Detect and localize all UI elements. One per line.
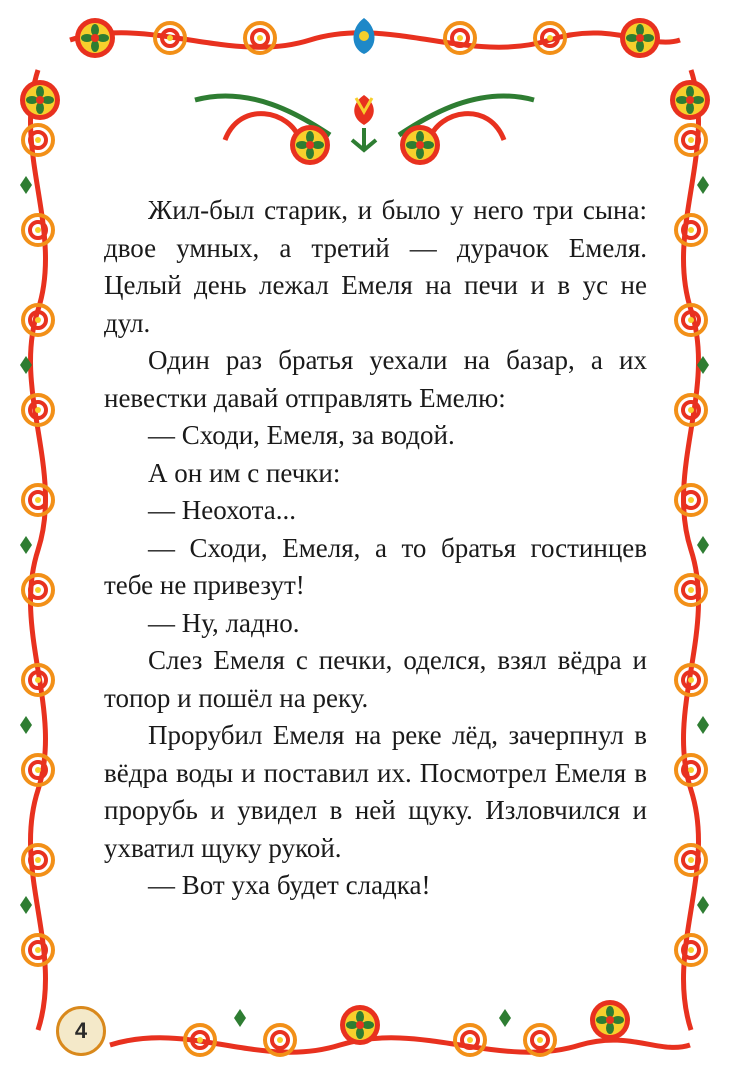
flower-icon [20,80,60,120]
right-scroll-column [676,125,709,965]
paragraph: Один раз братья уехали на базар, а их невестки давай отправлять Емелю: [104,345,647,413]
page-number-badge [56,1006,106,1056]
page-number: 4 [74,1018,88,1043]
paragraph: Жил-был старик, и было у него три сына: двое умных, а третий — дурачок Емеля. Целый день лежал Емеля на печи и в ус не дул. [104,195,647,338]
flower-icon [670,80,710,120]
dialogue-line: — Вот уха будет сладка! [148,870,431,900]
tulip-emblem [195,95,534,165]
dialogue-line: — Ну, ладно. [148,607,300,638]
flower-icon [620,18,660,58]
dialogue-line: — Неохота... [148,495,297,525]
dialogue-line: — Сходи, Емеля, за водой. [148,420,455,450]
dialogue-line: — Сходи, Емеля, а то братья гостинцев тебе не привезут! [104,532,647,600]
flower-icon [75,18,115,58]
bottom-vine [110,1038,690,1052]
story-text [104,192,647,905]
paragraph: А он им с печки: [148,457,341,488]
left-scroll-column [20,125,53,965]
paragraph: Прорубил Емеля на реке лёд, зачерпнул в вёдра воды и поставил их. Посмотрел Емеля в прорубь и увидел в ней щуку. Изловчился и ухватил щуку рукой. [104,720,647,863]
flower-icon [590,1000,630,1040]
flower-icon [340,1005,380,1045]
paragraph: Слез Емеля с печки, оделся, взял вёдра и топор и пошёл на реку. [104,645,647,713]
